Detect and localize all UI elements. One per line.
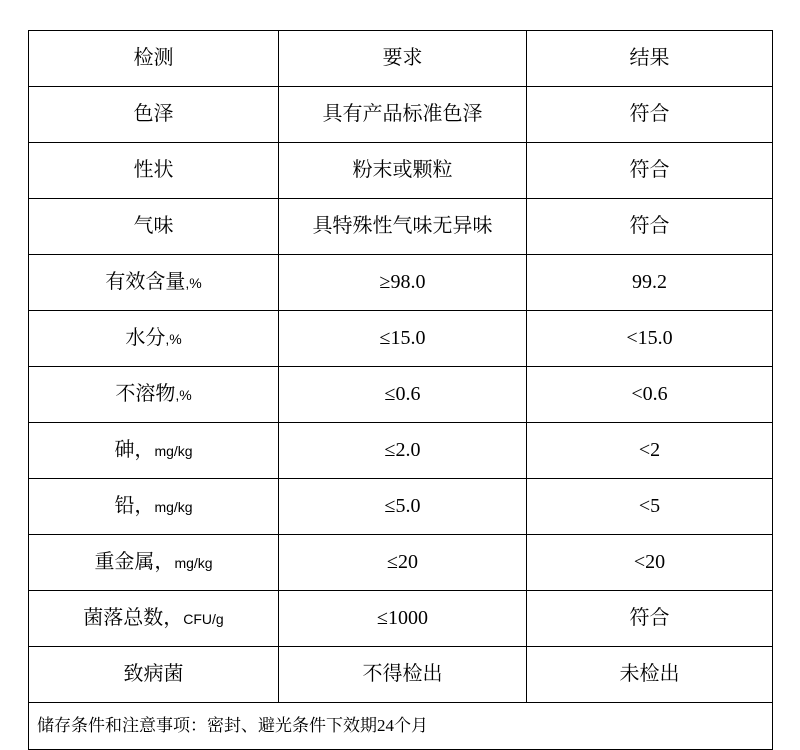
header-cell-result: 结果 (527, 31, 773, 87)
item-label: 铅， (114, 495, 155, 517)
table-row (29, 143, 773, 199)
cell-result: <5 (527, 479, 773, 535)
cell-result: 未检出 (527, 647, 773, 703)
cell-result: 符合 (527, 87, 773, 143)
cell-item (29, 143, 279, 199)
table-row (29, 87, 773, 143)
item-unit: ,% (175, 387, 192, 403)
table-row (29, 535, 773, 591)
table-row (29, 423, 773, 479)
item-unit: mg/kg (174, 555, 213, 571)
cell-result: <20 (527, 535, 773, 591)
cell-requirement: ≤0.6 (279, 367, 527, 423)
item-label: 色泽 (133, 103, 174, 125)
item-label: 有效含量 (105, 271, 186, 293)
cell-item (29, 479, 279, 535)
item-label: 气味 (133, 215, 174, 237)
cell-requirement: ≥98.0 (279, 255, 527, 311)
cell-requirement: 不得检出 (279, 647, 527, 703)
table-row (29, 591, 773, 647)
cell-item (29, 311, 279, 367)
item-unit: mg/kg (154, 443, 193, 459)
cell-requirement: 具特殊性气味无异味 (279, 199, 527, 255)
cell-requirement: 粉末或颗粒 (279, 143, 527, 199)
storage-note-text: 储存条件和注意事项：密封、避光条件下效期24个月 (37, 716, 428, 736)
header-cell-item: 检测 (29, 31, 279, 87)
table-header-row (29, 31, 773, 87)
cell-item (29, 647, 279, 703)
storage-note-cell (29, 703, 773, 750)
cell-requirement: ≤15.0 (279, 311, 527, 367)
table-row (29, 479, 773, 535)
cell-requirement: ≤2.0 (279, 423, 527, 479)
table-row (29, 367, 773, 423)
cell-requirement: ≤1000 (279, 591, 527, 647)
cell-result: 符合 (527, 199, 773, 255)
cell-result: 符合 (527, 591, 773, 647)
item-label: 菌落总数， (83, 607, 184, 629)
item-label: 性状 (133, 159, 174, 181)
item-label: 不溶物 (115, 383, 176, 405)
item-unit: ,% (185, 275, 202, 291)
cell-result: 99.2 (527, 255, 773, 311)
table-body (29, 31, 773, 750)
table-row (29, 199, 773, 255)
cell-result: <2 (527, 423, 773, 479)
item-unit: CFU/g (183, 611, 224, 627)
cell-item (29, 423, 279, 479)
header-cell-requirement: 要求 (279, 31, 527, 87)
storage-note-row (29, 703, 773, 750)
cell-item (29, 591, 279, 647)
table-row (29, 647, 773, 703)
cell-result: 符合 (527, 143, 773, 199)
cell-requirement: ≤5.0 (279, 479, 527, 535)
item-unit: mg/kg (154, 499, 193, 515)
table-row (29, 311, 773, 367)
cell-requirement: ≤20 (279, 535, 527, 591)
cell-result: <0.6 (527, 367, 773, 423)
cell-item (29, 367, 279, 423)
cell-item (29, 199, 279, 255)
item-label: 致病菌 (123, 663, 184, 685)
item-label: 重金属， (94, 551, 175, 573)
specification-table (28, 30, 773, 750)
item-label: 砷， (114, 439, 155, 461)
cell-requirement: 具有产品标准色泽 (279, 87, 527, 143)
cell-item (29, 255, 279, 311)
item-unit: ,% (165, 331, 182, 347)
cell-result: <15.0 (527, 311, 773, 367)
cell-item (29, 535, 279, 591)
table-row (29, 255, 773, 311)
cell-item (29, 87, 279, 143)
item-label: 水分 (125, 327, 166, 349)
